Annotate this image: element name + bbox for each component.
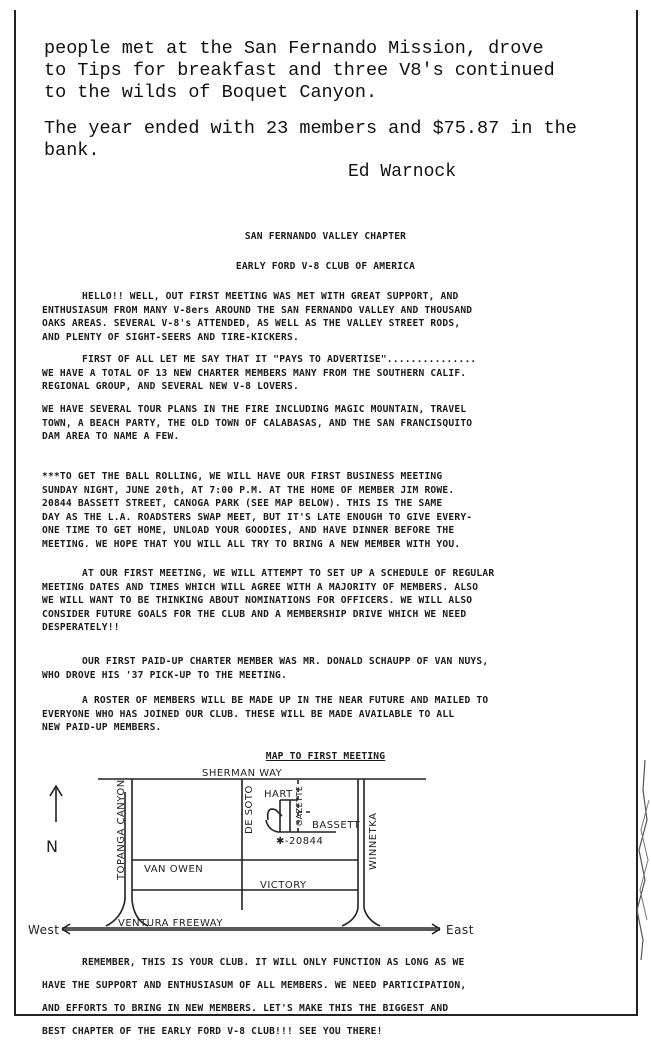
paragraph-line: DAM AREA TO NAME A FEW. <box>42 431 180 443</box>
paragraph-line: ENTHUSIASUM FROM MANY V-8ers AROUND THE SAN FERNANDO VALLEY AND THOUSAND <box>42 304 473 316</box>
desoto-label: DE SOTO <box>244 785 255 834</box>
paragraph <box>42 290 622 344</box>
winnetka-label: WINNETKA <box>368 812 379 870</box>
lead-text <box>44 38 644 162</box>
paragraph-line: 20844 BASSETT STREET, CANOGA PARK (SEE MAP BELOW). THIS IS THE SAME <box>42 498 443 510</box>
lead-line: to the wilds of Boquet Canyon. <box>44 82 378 103</box>
paragraph <box>42 567 622 635</box>
sherman-way-label: SHERMAN WAY <box>202 768 283 779</box>
gazette-label: GAZETTE <box>295 785 304 826</box>
map-drawing <box>20 760 500 950</box>
paragraph-line: ONE TIME TO GET HOME, UNLOAD YOUR GOODIES, AND HAVE DINNER BEFORE THE <box>42 525 455 537</box>
bassett-label: BASSETT <box>312 820 361 831</box>
paragraph-line: CONSIDER FUTURE GOALS FOR THE CLUB AND A MEMBERSHIP DRIVE WHICH WE NEED <box>42 608 467 620</box>
club-title: EARLY FORD V-8 CLUB OF AMERICA <box>235 261 416 272</box>
paragraph <box>42 946 622 1048</box>
paragraph-line: OUR FIRST PAID-UP CHARTER MEMBER WAS MR. DONALD SCHAUPP OF VAN NUYS, <box>82 656 489 667</box>
paragraph-line: REGIONAL GROUP, AND SEVERAL NEW V-8 LOVERS. <box>42 381 299 393</box>
paragraph-line: EVERYONE WHO HAS JOINED OUR CLUB. THESE WILL BE MADE AVAILABLE TO ALL <box>42 708 455 720</box>
paragraph-line: BEST CHAPTER OF THE EARLY FORD V-8 CLUB!!! SEE YOU THERE! <box>42 1026 383 1038</box>
paragraph-line: OAKS AREAS. SEVERAL V-8's ATTENDED, AS WELL AS THE VALLEY STREET RODS, <box>42 318 461 330</box>
paragraph-line: NEW PAID-UP MEMBERS. <box>42 722 162 734</box>
paragraph-line: AND EFFORTS TO BRING IN NEW MEMBERS. LET'S MAKE THIS THE BIGGEST AND <box>42 1002 449 1014</box>
paragraph <box>42 470 622 552</box>
paragraph-line: MEETING. WE HOPE THAT YOU WILL ALL TRY TO BRING A NEW MEMBER WITH YOU. <box>42 538 461 550</box>
west-arrow-icon <box>62 924 70 934</box>
paragraph <box>42 694 622 735</box>
paragraph-line: SUNDAY NIGHT, JUNE 20th, AT 7:00 P.M. AT THE HOME OF MEMBER JIM ROWE. <box>42 484 455 496</box>
lead-line: bank. <box>44 140 100 161</box>
lead-line: The year ended with 23 members and $75.87 in the <box>44 118 577 139</box>
paragraph-line: A ROSTER OF MEMBERS WILL BE MADE UP IN THE NEAR FUTURE AND MAILED TO <box>82 695 489 706</box>
address-label: ✱-20844 <box>276 836 324 847</box>
winnetka-curve-b <box>364 908 380 926</box>
paragraph <box>42 353 622 394</box>
paper-tear-mark <box>621 760 651 960</box>
paragraph-line: DAY AS THE L.A. ROADSTERS SWAP MEET, BUT IT'S LATE ENOUGH TO GIVE EVERY- <box>42 511 473 523</box>
meeting-map <box>20 760 500 950</box>
lead-line: to Tips for breakfast and three V8's continued <box>44 60 555 81</box>
paragraph-line: ***TO GET THE BALL ROLLING, WE WILL HAVE OUR FIRST BUSINESS MEETING <box>42 471 443 482</box>
paragraph-line: DESPERATELY!! <box>42 622 120 634</box>
paragraph-line: WE HAVE A TOTAL OF 13 NEW CHARTER MEMBERS MANY FROM THE SOUTHERN CALIF. <box>42 367 467 379</box>
lead-line: people met at the San Fernando Mission, drove <box>44 38 544 59</box>
signature: Ed Warnock <box>348 162 457 182</box>
hart-label: HART <box>264 789 293 800</box>
north-label: N <box>46 837 59 856</box>
paragraph <box>42 403 622 444</box>
vanowen-label: VAN OWEN <box>144 864 204 875</box>
paragraph-line: TOWN, A BEACH PARTY, THE OLD TOWN OF CALABASAS, AND THE SAN FRANCISQUITO <box>42 417 473 429</box>
paragraph-line: WHO DROVE HIS '37 PICK-UP TO THE MEETING. <box>42 669 288 681</box>
paragraph-line: AT OUR FIRST MEETING, WE WILL ATTEMPT TO SET UP A SCHEDULE OF REGULAR <box>82 568 495 579</box>
paragraph <box>42 655 622 682</box>
paragraph-line: WE HAVE SEVERAL TOUR PLANS IN THE FIRE INCLUDING MAGIC MOUNTAIN, TRAVEL <box>42 404 467 415</box>
paragraph-line: FIRST OF ALL LET ME SAY THAT IT "PAYS TO ADVERTISE"............... <box>82 354 477 365</box>
paragraph-line: AND PLENTY OF SIGHT-SEERS AND TIRE-KICKERS. <box>42 331 299 343</box>
map-title: MAP TO FIRST MEETING <box>265 751 386 762</box>
paragraph-line: WE WILL WANT TO BE THINKING ABOUT NOMINATIONS FOR OFFICERS. WE WILL ALSO <box>42 595 473 607</box>
west-label: West <box>28 923 60 937</box>
winnetka-curve <box>342 908 358 926</box>
east-label: East <box>446 923 474 937</box>
paragraph-line: REMEMBER, THIS IS YOUR CLUB. IT WILL ONLY FUNCTION AS LONG AS WE <box>82 956 465 968</box>
topanga-label: TOPANGA CANYON <box>116 779 127 880</box>
paragraph-line: HELLO!! WELL, OUT FIRST MEETING WAS MET WITH GREAT SUPPORT, AND <box>82 291 459 302</box>
chapter-title: SAN FERNANDO VALLEY CHAPTER <box>244 231 407 242</box>
east-arrow-icon <box>432 924 440 934</box>
paragraph-line: HAVE THE SUPPORT AND ENTHUSIASUM OF ALL MEMBERS. WE NEED PARTICIPATION, <box>42 979 467 991</box>
freeway-label: VENTURA FREEWAY <box>118 918 223 929</box>
paragraph-line: MEETING DATES AND TIMES WHICH WILL AGREE WITH A MAJORITY OF MEMBERS. ALSO <box>42 581 479 593</box>
victory-label: VICTORY <box>260 880 307 891</box>
